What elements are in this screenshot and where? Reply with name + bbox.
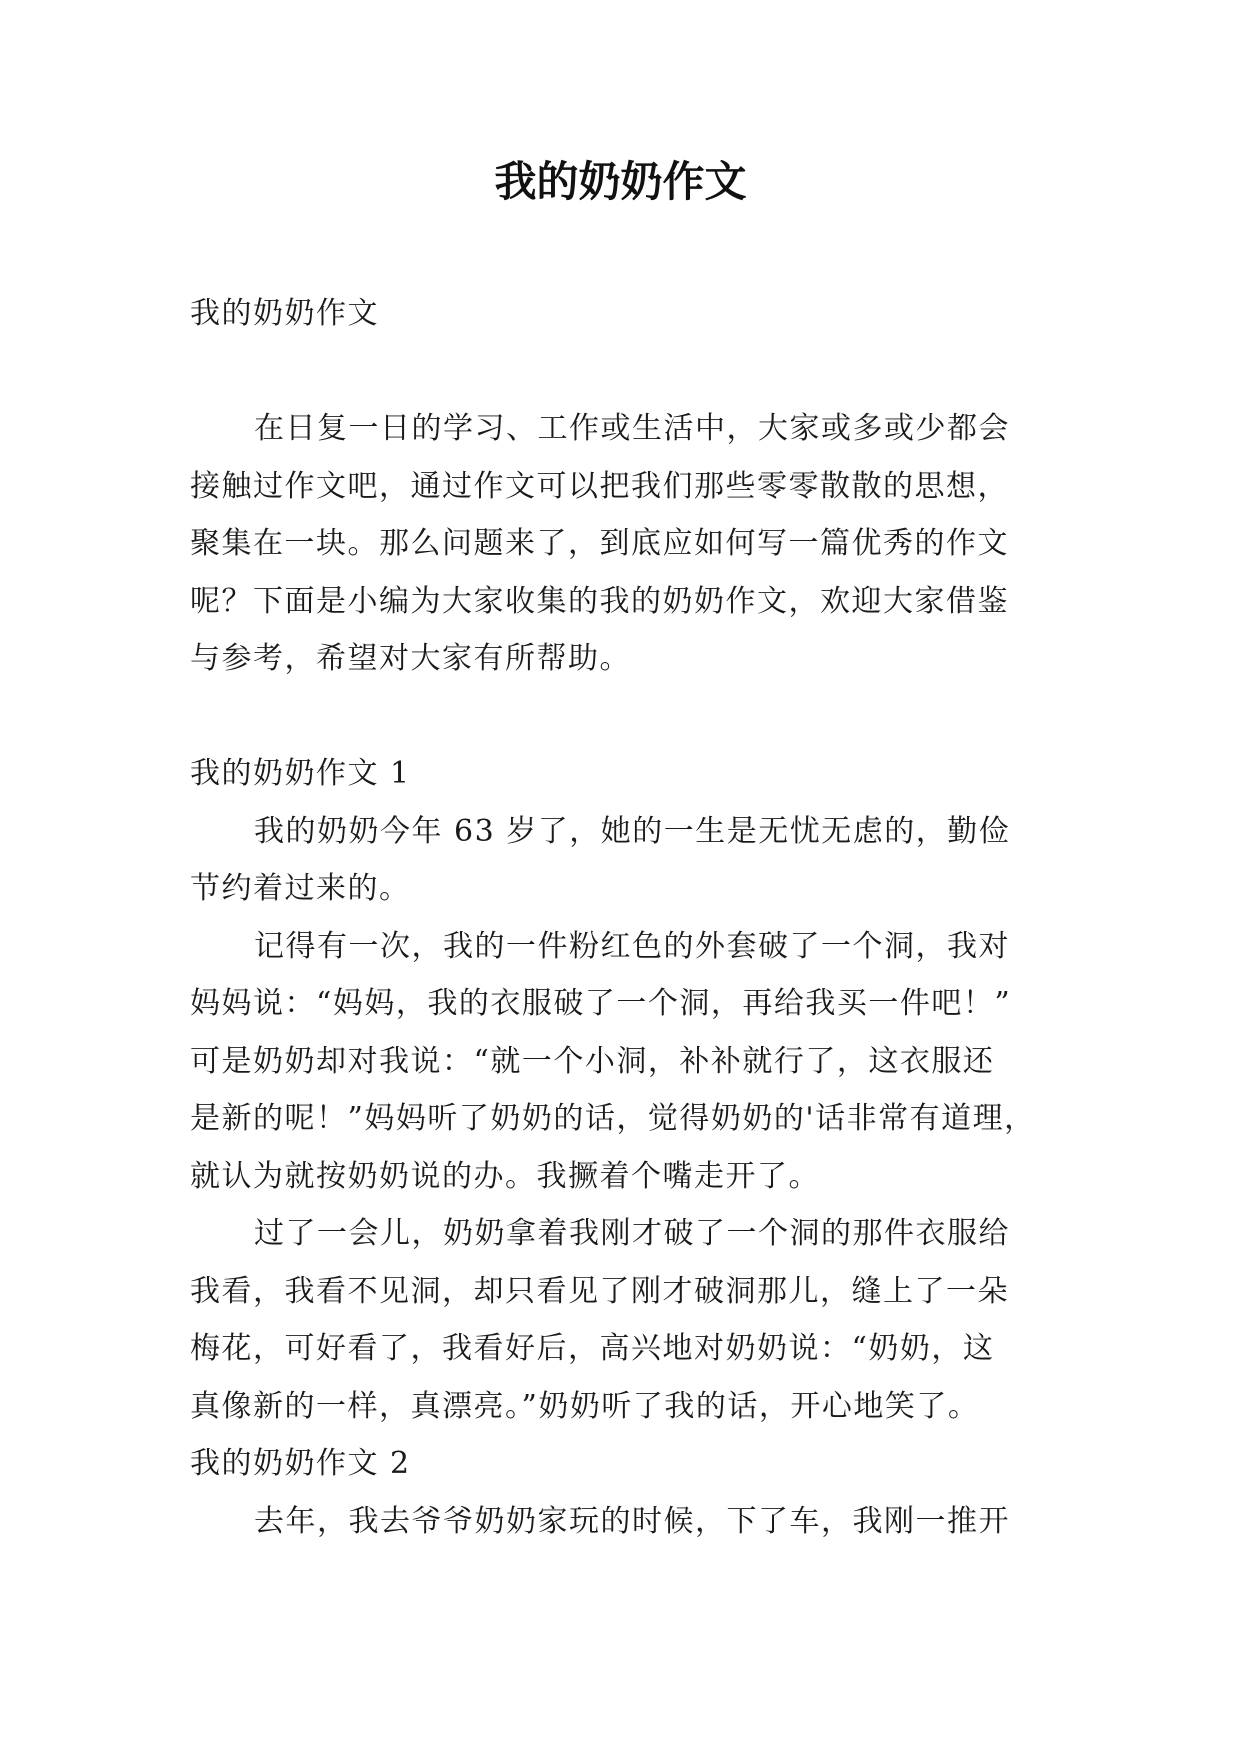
intro-line: 与参考，希望对大家有所帮助。 bbox=[190, 641, 631, 676]
paragraph-line: 去年，我去爷爷奶奶家玩的时候，下了车，我刚一推开 bbox=[254, 1503, 1010, 1539]
paragraph-line: 我看，我看不见洞，却只看见了刚才破洞那儿，缝上了一朵 bbox=[190, 1273, 1009, 1309]
intro-line: 呢？下面是小编为大家收集的我的奶奶作文，欢迎大家借鉴 bbox=[190, 583, 1009, 619]
spacer bbox=[190, 343, 1070, 401]
document-title: 我的奶奶作文 bbox=[494, 157, 747, 206]
paragraph-line: 就认为就按奶奶说的办。我撅着个嘴走开了。 bbox=[190, 1158, 820, 1194]
section-heading-1: 我的奶奶作文 1 bbox=[190, 756, 411, 791]
paragraph-line: 节约着过来的。 bbox=[190, 871, 411, 906]
intro-line: 在日复一日的学习、工作或生活中，大家或多或少都会 bbox=[254, 411, 1010, 446]
section-heading-2: 我的奶奶作文 2 bbox=[190, 1446, 411, 1481]
document-body bbox=[190, 285, 1070, 1550]
subtitle: 我的奶奶作文 bbox=[190, 296, 379, 331]
intro-line: 聚集在一块。那么问题来了，到底应如何写一篇优秀的作文 bbox=[190, 526, 1009, 561]
paragraph-line: 梅花，可好看了，我看好后，高兴地对奶奶说：“奶奶，这 bbox=[190, 1331, 995, 1366]
paragraph-line: 我的奶奶今年 63 岁了，她的一生是无忧无虑的，勤俭 bbox=[254, 813, 1011, 849]
paragraph-line: 是新的呢！”妈妈听了奶奶的话，觉得奶奶的'话非常有道理， bbox=[190, 1101, 1036, 1136]
paragraph-line: 真像新的一样，真漂亮。”奶奶听了我的话，开心地笑了。 bbox=[190, 1388, 980, 1424]
paragraph-line: 可是奶奶却对我说：“就一个小洞，补补就行了，这衣服还 bbox=[190, 1043, 995, 1079]
paragraph-line: 记得有一次，我的一件粉红色的外套破了一个洞，我对 bbox=[254, 928, 1010, 964]
paragraph-line: 过了一会儿，奶奶拿着我刚才破了一个洞的那件衣服给 bbox=[254, 1216, 1010, 1251]
paragraph-line: 妈妈说：“妈妈，我的衣服破了一个洞，再给我买一件吧！” bbox=[190, 986, 1012, 1021]
spacer bbox=[190, 688, 1070, 746]
intro-line: 接触过作文吧，通过作文可以把我们那些零零散散的思想， bbox=[190, 468, 1009, 504]
